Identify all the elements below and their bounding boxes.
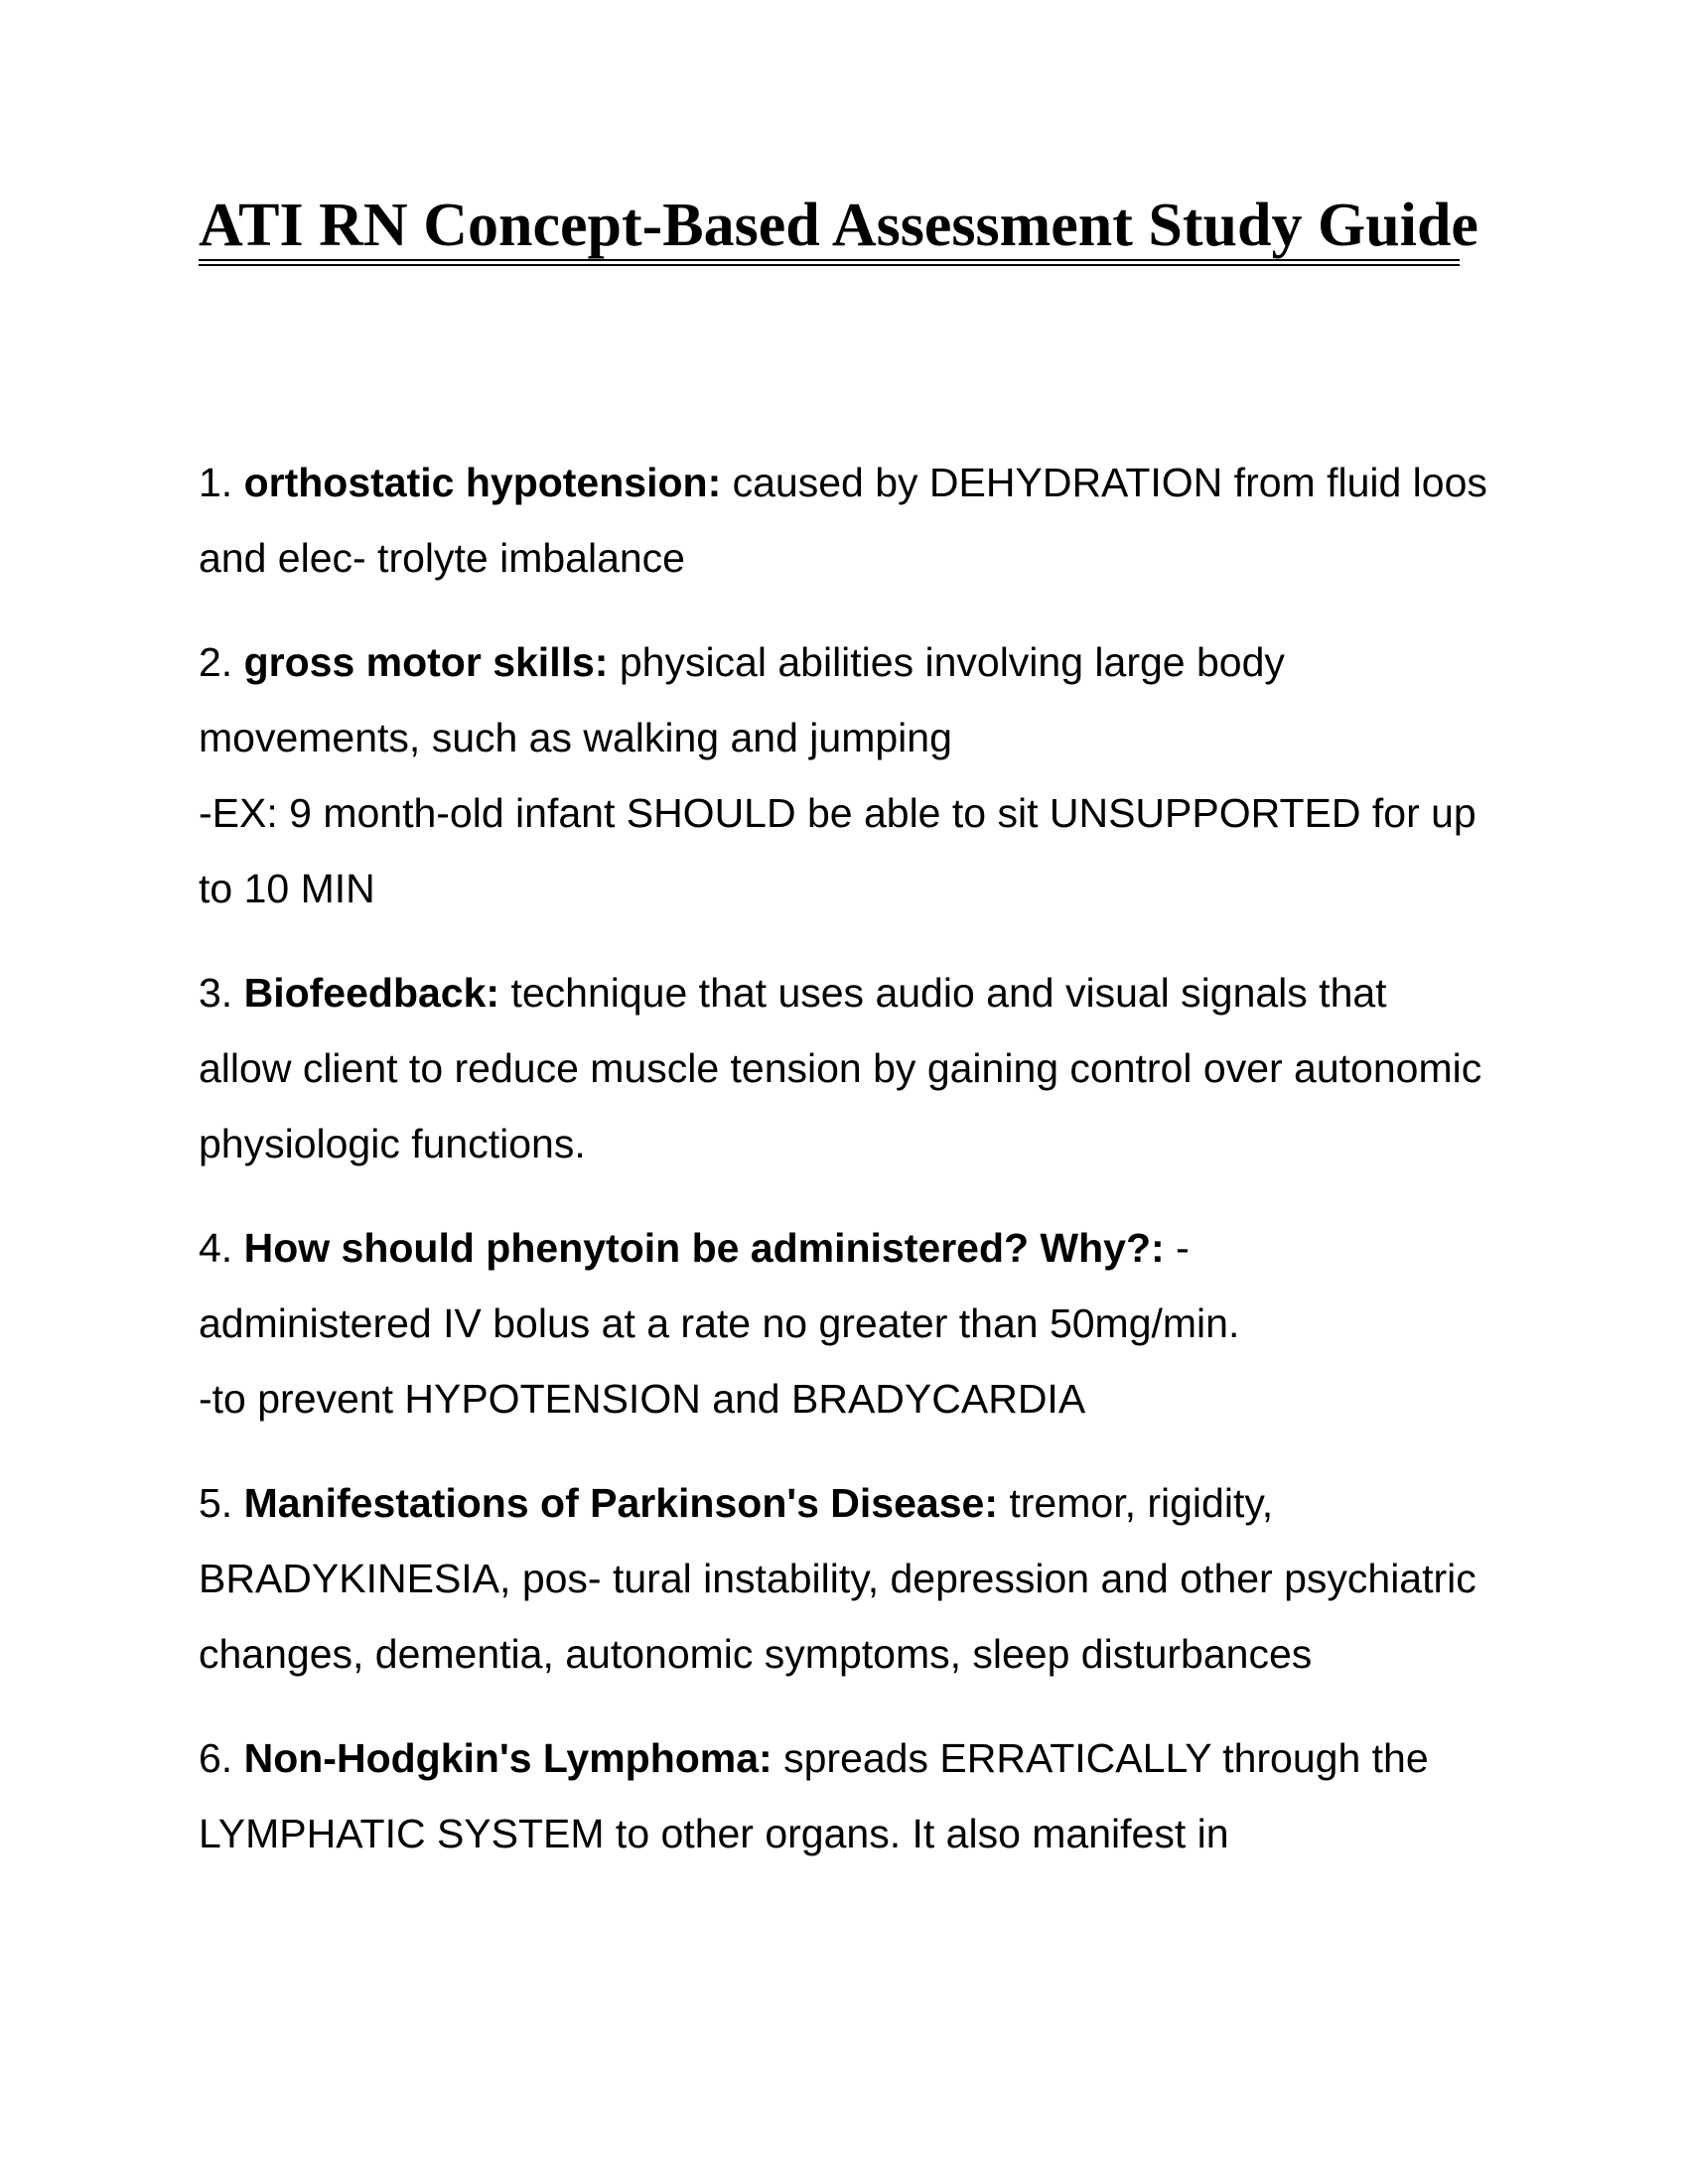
item-paragraph <box>199 1720 1489 1871</box>
item-term: Manifestations of Parkinson's Disease: <box>243 1480 998 1526</box>
item-definition: caused by DEHYDRATION from fluid loos and elec- trolyte imbalance <box>199 460 1487 581</box>
list-item-phenytoin <box>199 1210 1489 1436</box>
item-number: 1. <box>199 460 233 505</box>
item-definition: - <box>1176 1225 1190 1271</box>
item-example: -EX: 9 month-old infant SHOULD be able to sit UNSUPPORTED for up to 10 MIN <box>199 790 1477 911</box>
item-number: 5. <box>199 1480 233 1526</box>
study-guide-content <box>199 445 1489 1900</box>
item-paragraph <box>199 624 1489 775</box>
item-paragraph <box>199 1210 1489 1286</box>
list-item-orthostatic-hypotension <box>199 445 1489 596</box>
item-term: gross motor skills: <box>243 639 609 685</box>
item-definition: spreads ERRATICALLY through the LYMPHATIC SYSTEM to other organs. It also manifest in <box>199 1735 1429 1856</box>
item-definition: tremor, rigidity, BRADYKINESIA, pos- tural instability, depression and other psychiatric changes, dementia, autonomic symptoms, sleep disturbances <box>199 1480 1477 1677</box>
item-number: 4. <box>199 1225 233 1271</box>
list-item-parkinsons <box>199 1465 1489 1692</box>
item-definition: physical abilities involving large body movements, such as walking and jumping <box>199 639 1285 760</box>
item-number: 2. <box>199 639 233 685</box>
item-term: Biofeedback: <box>243 970 500 1016</box>
list-item-non-hodgkins-lymphoma <box>199 1720 1489 1871</box>
page-title: ATI RN Concept-Based Assessment Study Guide <box>199 192 1478 259</box>
item-term: Non-Hodgkin's Lymphoma: <box>243 1735 773 1781</box>
item-detail: administered IV bolus at a rate no greater than 50mg/min. <box>199 1300 1240 1346</box>
item-number: 6. <box>199 1735 233 1781</box>
title-underline <box>199 259 1460 261</box>
item-paragraph <box>199 955 1489 1181</box>
list-item-gross-motor-skills <box>199 624 1489 926</box>
list-item-biofeedback <box>199 955 1489 1181</box>
title-double-underline <box>199 264 1460 266</box>
item-paragraph <box>199 1465 1489 1692</box>
item-term: How should phenytoin be administered? Why?: <box>243 1225 1165 1271</box>
item-number: 3. <box>199 970 233 1016</box>
item-definition: technique that uses audio and visual signals that allow client to reduce muscle tension by gaining control over autonomic physiologic functions. <box>199 970 1482 1166</box>
item-detail: -to prevent HYPOTENSION and BRADYCARDIA <box>199 1376 1086 1422</box>
item-term: orthostatic hypotension: <box>243 460 722 505</box>
item-paragraph <box>199 445 1489 596</box>
